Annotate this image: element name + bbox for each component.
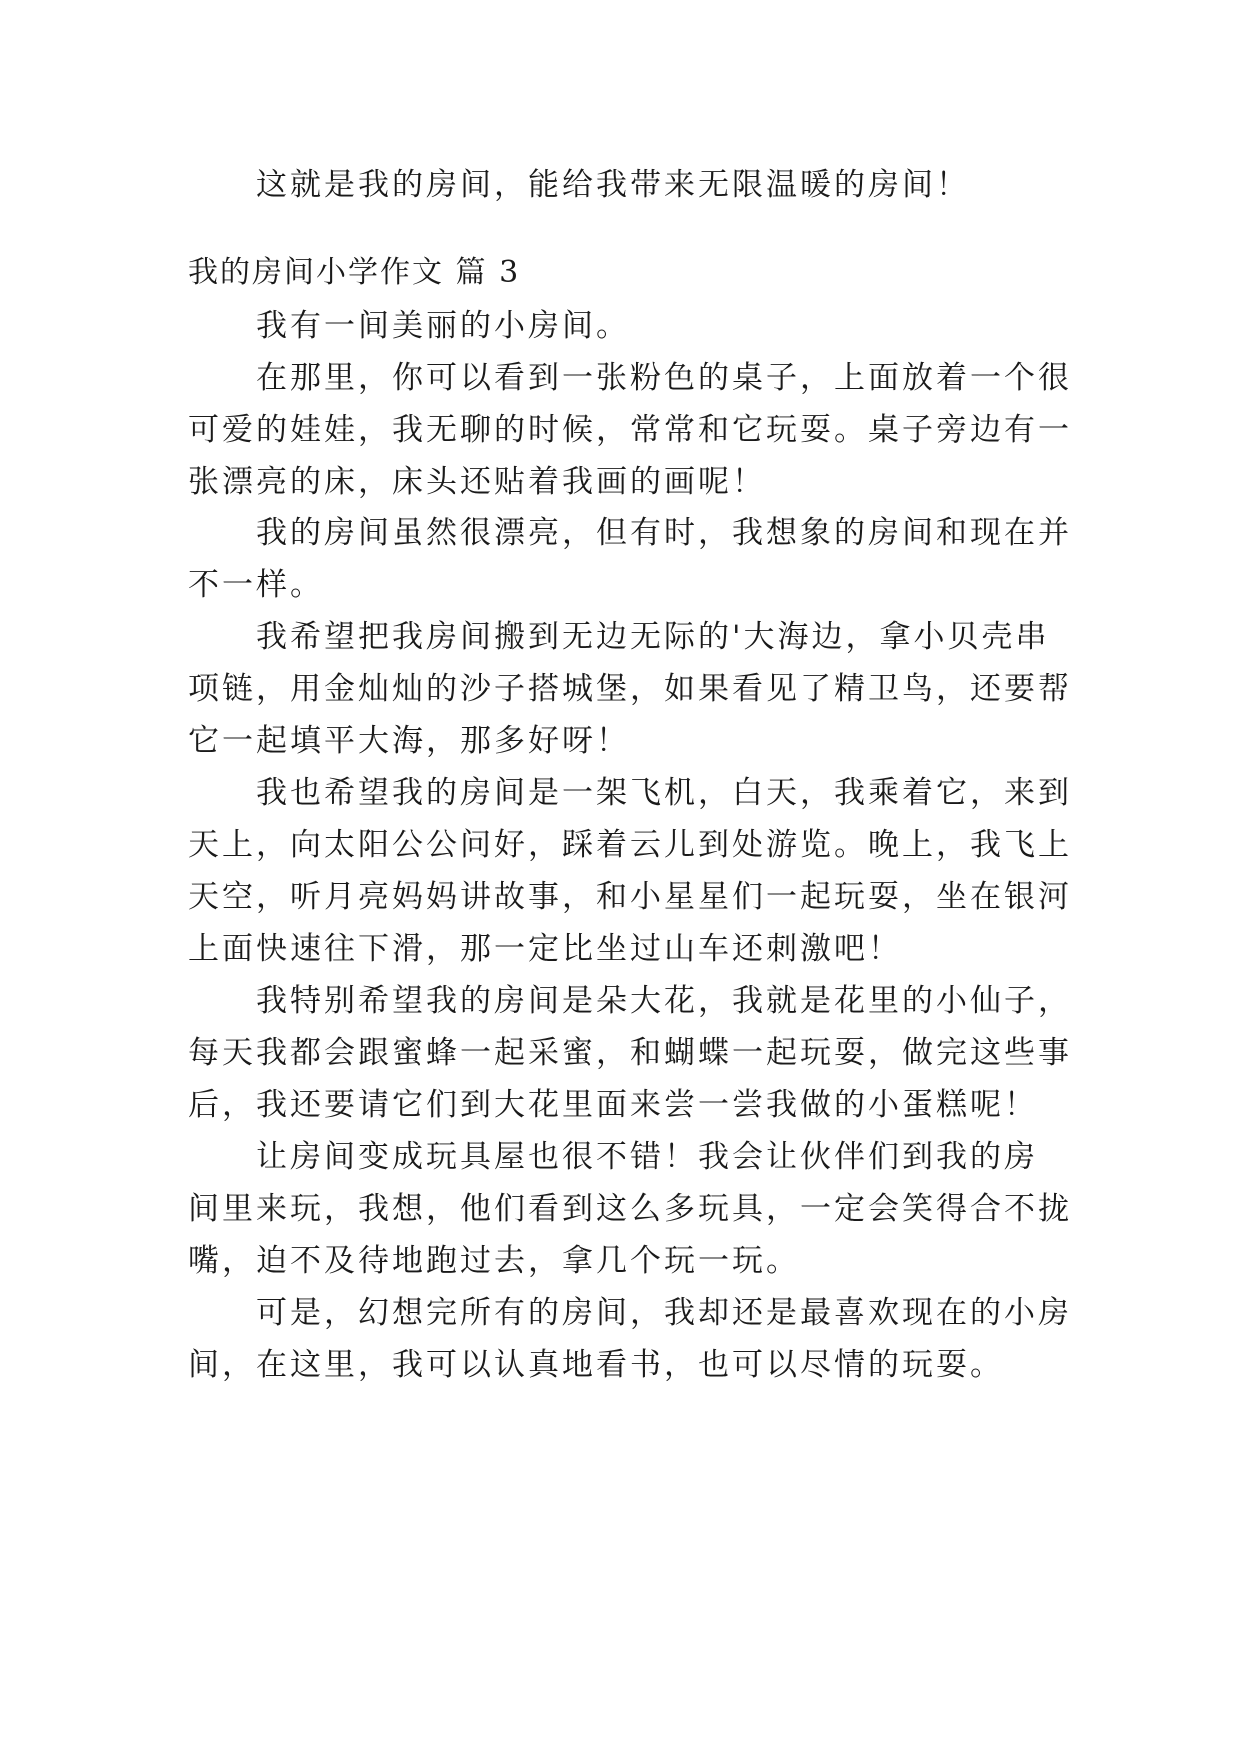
paragraph-line: 项链，用金灿灿的沙子搭城堡，如果看见了精卫鸟，还要帮 [188,671,1072,707]
paragraph-line: 不一样。 [188,567,324,603]
paragraph-line: 让房间变成玩具屋也很不错！我会让伙伴们到我的房 [256,1139,1038,1175]
paragraph-line: 我也希望我的房间是一架飞机，白天，我乘着它，来到 [256,775,1072,811]
paragraph-line: 在那里，你可以看到一张粉色的桌子，上面放着一个很 [256,360,1072,396]
paragraph-line: 嘴，迫不及待地跑过去，拿几个玩一玩。 [188,1243,800,1279]
paragraph-line: 天空，听月亮妈妈讲故事，和小星星们一起玩耍，坐在银河 [188,879,1072,915]
paragraph-line: 我的房间虽然很漂亮，但有时，我想象的房间和现在并 [256,515,1072,551]
paragraph-line: 天上，向太阳公公问好，踩着云儿到处游览。晚上，我飞上 [188,827,1072,863]
paragraph-line: 后，我还要请它们到大花里面来尝一尝我做的小蛋糕呢！ [188,1087,1038,1123]
paragraph-line: 张漂亮的床，床头还贴着我画的画呢！ [188,464,766,500]
paragraph-line: 上面快速往下滑，那一定比坐过山车还刺激吧！ [188,931,902,967]
intro-line: 这就是我的房间，能给我带来无限温暖的房间！ [256,167,970,203]
paragraph-line: 间，在这里，我可以认真地看书，也可以尽情的玩耍。 [188,1347,1004,1383]
paragraph-line: 我有一间美丽的小房间。 [256,308,630,344]
paragraph-line: 可是，幻想完所有的房间，我却还是最喜欢现在的小房 [256,1295,1072,1331]
paragraph-line: 间里来玩，我想，他们看到这么多玩具，一定会笑得合不拢 [188,1191,1072,1227]
paragraph-line: 可爱的娃娃，我无聊的时候，常常和它玩耍。桌子旁边有一 [188,412,1072,448]
paragraph-line: 它一起填平大海，那多好呀！ [188,723,630,759]
paragraph-line: 我希望把我房间搬到无边无际的'大海边，拿小贝壳串 [256,619,1050,655]
paragraph-line: 我特别希望我的房间是朵大花，我就是花里的小仙子， [256,983,1072,1019]
section-title: 我的房间小学作文 篇 3 [188,255,521,290]
paragraph-line: 每天我都会跟蜜蜂一起采蜜，和蝴蝶一起玩耍，做完这些事 [188,1035,1072,1071]
